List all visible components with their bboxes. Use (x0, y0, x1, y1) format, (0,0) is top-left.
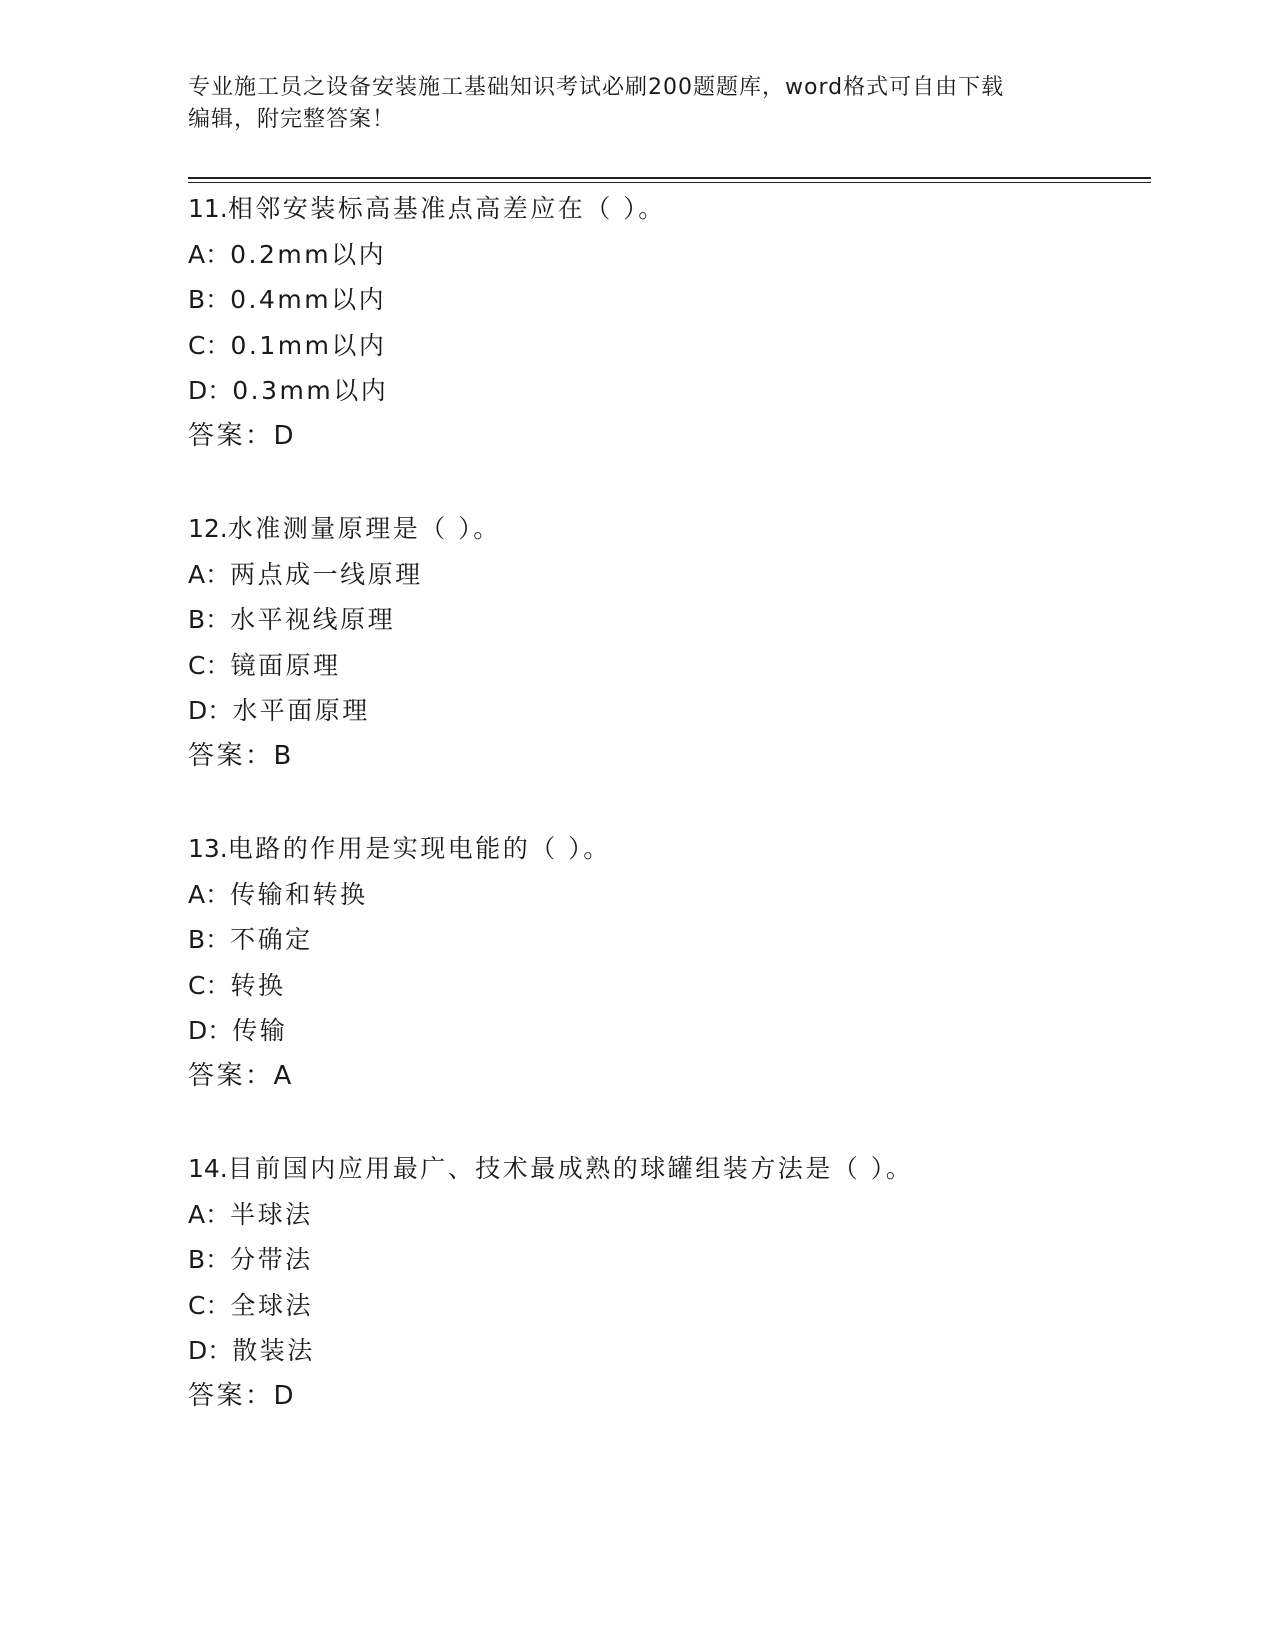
option-text: 转换 (230, 970, 286, 1000)
option-b (188, 917, 1148, 963)
option-c (188, 1283, 1148, 1329)
option-text: 镜面原理 (230, 650, 341, 680)
answer-label: 答案： (188, 740, 274, 771)
answer-label: 答案： (188, 420, 274, 451)
option-letter: C： (188, 1290, 231, 1320)
option-d (188, 1008, 1148, 1054)
option-letter: D： (188, 696, 233, 725)
option-letter: D： (188, 376, 233, 405)
question-number: 14. (188, 1154, 228, 1183)
option-text: 半球法 (230, 1199, 313, 1229)
option-letter: C： (188, 970, 231, 1000)
option-d (188, 1328, 1148, 1374)
option-a (188, 552, 1148, 598)
answer-line (188, 1054, 1148, 1100)
option-d (188, 368, 1148, 414)
option-c (188, 643, 1148, 689)
option-text: 传输和转换 (230, 879, 368, 909)
answer-line (188, 1374, 1148, 1420)
question-number: 11. (188, 194, 228, 223)
option-text: 水平视线原理 (230, 605, 396, 634)
option-letter: C： (188, 650, 231, 680)
answer-value: D (273, 1380, 297, 1411)
option-letter: D： (188, 1336, 233, 1365)
answer-line (188, 734, 1148, 780)
option-text: 散装法 (232, 1336, 315, 1365)
question-item (188, 506, 1148, 779)
option-c (188, 323, 1148, 369)
question-text: 电路的作用是实现电能的（ ）。 (227, 834, 611, 863)
header-divider-thin (188, 182, 1151, 183)
option-text: 0.2mm以内 (230, 239, 387, 269)
option-d (188, 688, 1148, 734)
question-list (188, 186, 1148, 1466)
document-header (188, 72, 1088, 136)
question-stem (188, 186, 1148, 232)
option-letter: C： (188, 330, 231, 360)
option-text: 0.4mm以内 (230, 285, 387, 314)
option-text: 传输 (232, 1016, 288, 1045)
option-letter: A： (188, 1199, 231, 1229)
answer-value: A (273, 1060, 294, 1091)
question-number: 13. (188, 834, 228, 863)
option-b (188, 597, 1148, 643)
option-letter: A： (188, 879, 231, 909)
question-text: 相邻安装标高基准点高差应在（ ）。 (227, 194, 666, 223)
option-text: 分带法 (230, 1245, 313, 1274)
question-text: 水准测量原理是（ ）。 (227, 514, 501, 543)
option-letter: A： (188, 239, 231, 269)
answer-value: D (273, 420, 297, 451)
option-a (188, 232, 1148, 278)
option-letter: D： (188, 1016, 233, 1045)
question-stem (188, 826, 1148, 872)
answer-label: 答案： (188, 1380, 274, 1411)
header-title-line-2: 编辑，附完整答案！ (188, 107, 396, 132)
question-item (188, 1146, 1148, 1419)
option-text: 0.3mm以内 (232, 376, 389, 405)
option-text: 0.1mm以内 (230, 330, 387, 360)
option-text: 两点成一线原理 (230, 559, 423, 589)
option-c (188, 963, 1148, 1009)
answer-line (188, 414, 1148, 460)
question-item (188, 186, 1148, 459)
option-text: 全球法 (230, 1290, 313, 1320)
option-letter: B： (188, 285, 231, 314)
question-item (188, 826, 1148, 1099)
answer-label: 答案： (188, 1060, 274, 1091)
question-text: 目前国内应用最广、技术最成熟的球罐组装方法是（ ）。 (227, 1154, 914, 1183)
option-text: 水平面原理 (232, 696, 370, 725)
option-letter: A： (188, 559, 231, 589)
header-title-line-1: 专业施工员之设备安装施工基础知识考试必刷200题题库，word格式可自由下载 (188, 75, 1005, 100)
option-letter: B： (188, 605, 231, 634)
question-number: 12. (188, 514, 228, 543)
option-b (188, 1237, 1148, 1283)
option-letter: B： (188, 1245, 231, 1274)
header-divider-thick (188, 177, 1151, 179)
option-a (188, 1192, 1148, 1238)
option-text: 不确定 (230, 925, 313, 954)
question-stem (188, 506, 1148, 552)
option-letter: B： (188, 925, 231, 954)
answer-value: B (273, 740, 294, 771)
option-b (188, 277, 1148, 323)
option-a (188, 872, 1148, 918)
question-stem (188, 1146, 1148, 1192)
